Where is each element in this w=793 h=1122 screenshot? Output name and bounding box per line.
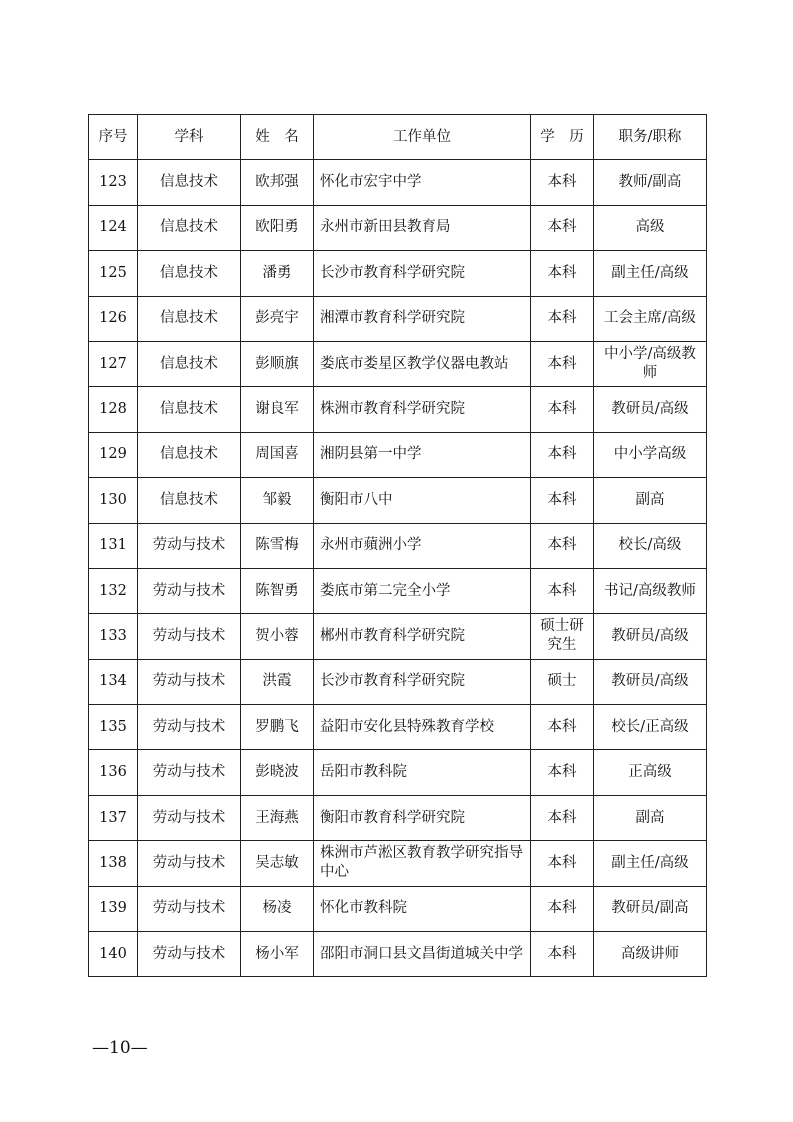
cell-work-unit: 郴州市教育科学研究院 — [314, 614, 531, 659]
header-name: 姓 名 — [241, 115, 314, 160]
cell-subject: 信息技术 — [138, 478, 241, 523]
table-row — [89, 387, 707, 432]
cell-title: 副高 — [594, 795, 707, 840]
cell-work-unit: 怀化市教科院 — [314, 886, 531, 931]
cell-title: 中小学高级 — [594, 432, 707, 477]
table-row — [89, 251, 707, 296]
cell-education: 本科 — [531, 251, 594, 296]
cell-work-unit: 衡阳市八中 — [314, 478, 531, 523]
cell-subject: 劳动与技术 — [138, 750, 241, 795]
cell-index: 140 — [89, 932, 138, 977]
cell-index: 132 — [89, 568, 138, 613]
cell-subject: 劳动与技术 — [138, 841, 241, 886]
table-row — [89, 659, 707, 704]
cell-subject: 信息技术 — [138, 432, 241, 477]
cell-subject: 信息技术 — [138, 341, 241, 386]
header-education: 学 历 — [531, 115, 594, 160]
cell-subject: 劳动与技术 — [138, 932, 241, 977]
cell-index: 138 — [89, 841, 138, 886]
cell-index: 127 — [89, 341, 138, 386]
cell-index: 130 — [89, 478, 138, 523]
cell-index: 131 — [89, 523, 138, 568]
cell-title: 教研员/高级 — [594, 659, 707, 704]
cell-name: 周国喜 — [241, 432, 314, 477]
table-row — [89, 296, 707, 341]
table-row — [89, 705, 707, 750]
cell-work-unit: 株洲市教育科学研究院 — [314, 387, 531, 432]
cell-index: 133 — [89, 614, 138, 659]
cell-education: 本科 — [531, 478, 594, 523]
cell-name: 潘勇 — [241, 251, 314, 296]
cell-name: 王海燕 — [241, 795, 314, 840]
cell-subject: 劳动与技术 — [138, 614, 241, 659]
table-body — [89, 160, 707, 977]
cell-name: 欧阳勇 — [241, 205, 314, 250]
cell-name: 欧邦强 — [241, 160, 314, 205]
cell-name: 邹毅 — [241, 478, 314, 523]
cell-index: 135 — [89, 705, 138, 750]
cell-work-unit: 株洲市芦淞区教育教学研究指导中心 — [314, 841, 531, 886]
cell-work-unit: 湘阴县第一中学 — [314, 432, 531, 477]
cell-title: 教师/副高 — [594, 160, 707, 205]
cell-name: 陈雪梅 — [241, 523, 314, 568]
cell-education: 本科 — [531, 523, 594, 568]
cell-title: 副主任/高级 — [594, 251, 707, 296]
cell-work-unit: 衡阳市教育科学研究院 — [314, 795, 531, 840]
table-row — [89, 205, 707, 250]
cell-name: 彭亮宇 — [241, 296, 314, 341]
cell-subject: 信息技术 — [138, 387, 241, 432]
cell-subject: 劳动与技术 — [138, 795, 241, 840]
cell-work-unit: 长沙市教育科学研究院 — [314, 251, 531, 296]
page-number: —10— — [92, 1038, 148, 1058]
cell-index: 123 — [89, 160, 138, 205]
cell-education: 本科 — [531, 205, 594, 250]
cell-name: 杨凌 — [241, 886, 314, 931]
cell-title: 正高级 — [594, 750, 707, 795]
cell-title: 高级 — [594, 205, 707, 250]
header-subject: 学科 — [138, 115, 241, 160]
cell-work-unit: 永州市新田县教育局 — [314, 205, 531, 250]
cell-title: 书记/高级教师 — [594, 568, 707, 613]
header-work-unit: 工作单位 — [314, 115, 531, 160]
cell-subject: 劳动与技术 — [138, 659, 241, 704]
table-row — [89, 795, 707, 840]
table-row — [89, 160, 707, 205]
table-row — [89, 750, 707, 795]
cell-name: 陈智勇 — [241, 568, 314, 613]
cell-index: 126 — [89, 296, 138, 341]
cell-index: 134 — [89, 659, 138, 704]
cell-name: 洪霞 — [241, 659, 314, 704]
cell-name: 谢良军 — [241, 387, 314, 432]
cell-education: 硕士 — [531, 659, 594, 704]
cell-subject: 信息技术 — [138, 205, 241, 250]
cell-index: 139 — [89, 886, 138, 931]
cell-work-unit: 娄底市第二完全小学 — [314, 568, 531, 613]
cell-name: 吴志敏 — [241, 841, 314, 886]
cell-index: 128 — [89, 387, 138, 432]
table-header-row — [89, 115, 707, 160]
cell-subject: 劳动与技术 — [138, 705, 241, 750]
cell-name: 贺小蓉 — [241, 614, 314, 659]
cell-title: 教研员/副高 — [594, 886, 707, 931]
table-row — [89, 432, 707, 477]
cell-work-unit: 怀化市宏宇中学 — [314, 160, 531, 205]
table-row — [89, 568, 707, 613]
cell-name: 罗鹏飞 — [241, 705, 314, 750]
cell-title: 教研员/高级 — [594, 387, 707, 432]
cell-title: 高级讲师 — [594, 932, 707, 977]
cell-index: 137 — [89, 795, 138, 840]
cell-education: 本科 — [531, 795, 594, 840]
cell-education: 本科 — [531, 341, 594, 386]
table-row — [89, 841, 707, 886]
cell-subject: 信息技术 — [138, 296, 241, 341]
cell-subject: 信息技术 — [138, 160, 241, 205]
cell-subject: 劳动与技术 — [138, 523, 241, 568]
cell-education: 本科 — [531, 932, 594, 977]
cell-education: 本科 — [531, 296, 594, 341]
cell-title: 副主任/高级 — [594, 841, 707, 886]
cell-education: 硕士研究生 — [531, 614, 594, 659]
cell-subject: 劳动与技术 — [138, 886, 241, 931]
cell-education: 本科 — [531, 387, 594, 432]
cell-name: 彭晓波 — [241, 750, 314, 795]
cell-index: 125 — [89, 251, 138, 296]
cell-index: 124 — [89, 205, 138, 250]
table-row — [89, 478, 707, 523]
header-index: 序号 — [89, 115, 138, 160]
cell-education: 本科 — [531, 160, 594, 205]
header-title: 职务/职称 — [594, 115, 707, 160]
cell-name: 杨小军 — [241, 932, 314, 977]
table-row — [89, 932, 707, 977]
cell-subject: 劳动与技术 — [138, 568, 241, 613]
cell-work-unit: 岳阳市教科院 — [314, 750, 531, 795]
cell-title: 中小学/高级教师 — [594, 341, 707, 386]
cell-work-unit: 永州市蘋洲小学 — [314, 523, 531, 568]
cell-index: 129 — [89, 432, 138, 477]
table-row — [89, 614, 707, 659]
cell-name: 彭顺旗 — [241, 341, 314, 386]
cell-work-unit: 长沙市教育科学研究院 — [314, 659, 531, 704]
cell-title: 教研员/高级 — [594, 614, 707, 659]
cell-work-unit: 娄底市娄星区教学仪器电教站 — [314, 341, 531, 386]
cell-title: 副高 — [594, 478, 707, 523]
cell-work-unit: 湘潭市教育科学研究院 — [314, 296, 531, 341]
cell-education: 本科 — [531, 432, 594, 477]
table-row — [89, 523, 707, 568]
cell-work-unit: 邵阳市洞口县文昌街道城关中学 — [314, 932, 531, 977]
table-row — [89, 341, 707, 386]
cell-subject: 信息技术 — [138, 251, 241, 296]
cell-index: 136 — [89, 750, 138, 795]
cell-education: 本科 — [531, 568, 594, 613]
cell-education: 本科 — [531, 886, 594, 931]
cell-education: 本科 — [531, 750, 594, 795]
cell-title: 校长/高级 — [594, 523, 707, 568]
cell-education: 本科 — [531, 841, 594, 886]
roster-table — [88, 114, 707, 977]
table-row — [89, 886, 707, 931]
cell-work-unit: 益阳市安化县特殊教育学校 — [314, 705, 531, 750]
cell-education: 本科 — [531, 705, 594, 750]
cell-title: 工会主席/高级 — [594, 296, 707, 341]
cell-title: 校长/正高级 — [594, 705, 707, 750]
